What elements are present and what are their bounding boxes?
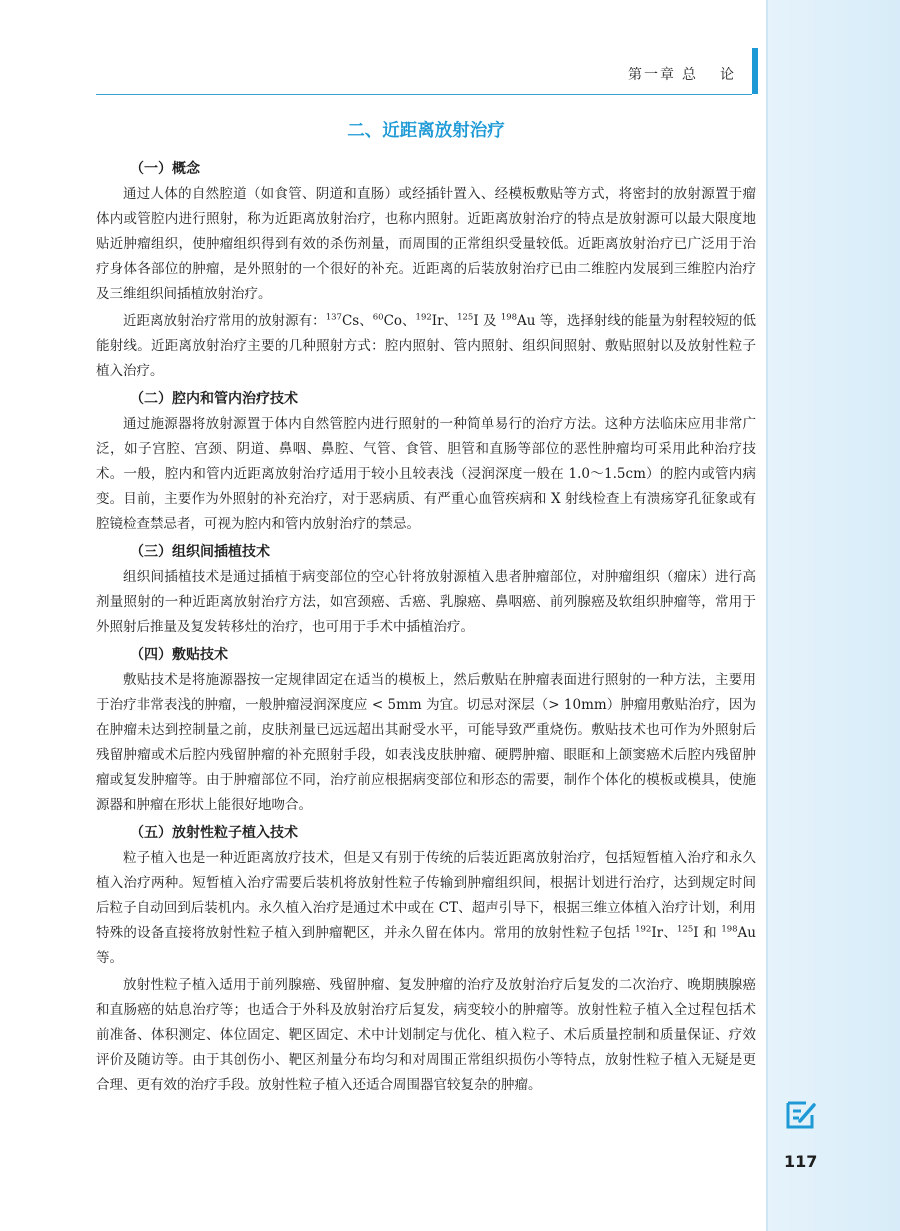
body-paragraph [96,973,756,1098]
side-strip-edge [766,0,768,1231]
isotope-mass-number: 137 [325,312,342,323]
side-strip [766,0,900,1231]
isotope-mass-number: 192 [635,924,652,935]
subsection-heading: （三）组织间插植技术 [130,544,270,560]
body-paragraph [96,846,756,971]
body-paragraph [96,309,756,384]
paragraph-text: Ir、 [431,313,458,329]
section-title: 二、近距离放射治疗 [347,121,505,141]
paragraph-text: 敷贴技术是将施源器按一定规律固定在适当的模板上，然后敷贴在肿瘤表面进行照射的一种方法，主要用于治疗非常表浅的肿瘤，一般肿瘤浸润深度应 < 5mm 为宜。切忌对深层（> 10mm）肿瘤用敷贴治疗，因为在肿瘤未达到控制量之前，皮肤剂量已远远超出其耐受水平，可能导致严重烧伤。敷贴技术也可作为外照射后残留肿瘤或术后腔内残留肿瘤的补充照射手段，如表浅皮肤肿瘤、硬腭肿瘤、眼眶和上颌窦癌术后腔内残留肿瘤或复发肿瘤等。由于肿瘤部位不同，治疗前应根据病变部位和形态的需要，制作个体化的模板或模具，使施源器和肿瘤在形状上能很好地吻合。 [96,672,756,813]
body-paragraph [96,668,756,818]
chapter-label: 第一章 [628,67,676,83]
body-paragraph [96,565,756,640]
paragraph-text: Ir、 [651,925,678,941]
paragraph-text: Cs、 [341,313,373,329]
isotope-mass-number: 125 [677,924,694,935]
isotope-mass-number: 198 [500,312,518,323]
subsection-heading: （一）概念 [130,161,200,177]
body-paragraph [96,412,756,537]
paragraph-text: 粒子植入也是一种近距离放疗技术，但是又有别于传统的后装近距离放射治疗，包括短暂植入治疗和永久植入治疗两种。短暂植入治疗需要后装机将放射性粒子传输到肿瘤组织间，根据计划进行治疗，达到规定时间后粒子自动回到后装机内。永久植入治疗是通过术中或在 CT、超声引导下，根据三维立体植入治疗计划，利用特殊的设备直接将放射性粒子植入到肿瘤靶区，并永久留在体内。常用的放射性粒子包括 [96,850,756,941]
paragraph-text: Co、 [383,313,416,329]
subsection-heading: （四）敷贴技术 [130,647,228,663]
main-content [96,118,756,1100]
isotope-mass-number: 60 [372,312,384,323]
isotope-mass-number: 125 [457,312,474,323]
subsection-heading: （二）腔内和管内治疗技术 [130,391,298,407]
isotope-mass-number: 198 [721,924,738,935]
chapter-title [622,64,736,84]
subsection-list [96,156,756,1098]
paragraph-text: Au 等。 [96,925,756,966]
subsection-heading: （五）放射性粒子植入技术 [130,825,298,841]
paragraph-text: 近距离放射治疗常用的放射源有： [123,313,326,329]
paragraph-text: Au 等，选择射线的能量为射程较短的低能射线。近距离放射治疗主要的几种照射方式：腔内照射、管内照射、组织间照射、敷贴照射以及放射性粒子植入治疗。 [96,313,756,379]
paragraph-text: 通过施源器将放射源置于体内自然管腔内进行照射的一种简单易行的治疗方法。这种方法临床应用非常广泛，如子宫腔、宫颈、阴道、鼻咽、鼻腔、气管、食管、胆管和直肠等部位的恶性肿瘤均可采用此种治疗技术。一般，腔内和管内近距离放射治疗适用于较小且较表浅（浸润深度一般在 1.0～1.5cm）的腔内或管内病变。目前，主要作为外照射的补充治疗，对于恶病质、有严重心血管疾病和 X 射线检查上有溃疡穿孔征象或有腔镜检查禁忌者，可视为腔内和管内放射治疗的禁忌。 [96,416,756,532]
edit-note-icon [784,1097,818,1131]
running-header [96,56,752,95]
page-number: 117 [784,1152,818,1171]
body-paragraph [96,182,756,307]
isotope-mass-number: 192 [415,312,432,323]
chapter-title-b: 论 [720,67,736,83]
paragraph-text: I 及 [473,313,501,329]
paragraph-text: I 和 [693,925,722,941]
paragraph-text: 放射性粒子植入适用于前列腺癌、残留肿瘤、复发肿瘤的治疗及放射治疗后复发的二次治疗、晚期胰腺癌和直肠癌的姑息治疗等；也适合于外科及放射治疗后复发，病变较小的肿瘤等。放射性粒子植入全过程包括术前准备、体积测定、体位固定、靶区固定、术中计划制定与优化、植入粒子、术后质量控制和质量保证、疗效评价及随访等。由于其创伤小、靶区剂量分布均匀和对周围正常组织损伤小等特点，放射性粒子植入无疑是更合理、更有效的治疗手段。放射性粒子植入还适合周围器官较复杂的肿瘤。 [96,977,756,1093]
header-accent-bar [752,48,758,94]
chapter-title-a: 总 [682,67,698,83]
paragraph-text: 通过人体的自然腔道（如食管、阴道和直肠）或经插针置入、经模板敷贴等方式，将密封的放射源置于瘤体内或管腔内进行照射，称为近距离放射治疗，也称内照射。近距离放射治疗的特点是放射源可以最大限度地贴近肿瘤组织，使肿瘤组织得到有效的杀伤剂量，而周围的正常组织受量较低。近距离放射治疗已广泛用于治疗身体各部位的肿瘤，是外照射的一个很好的补充。近距离的后装放射治疗已由二维腔内发展到三维腔内治疗及三维组织间插植放射治疗。 [96,186,756,302]
paragraph-text: 组织间插植技术是通过插植于病变部位的空心针将放射源植入患者肿瘤部位，对肿瘤组织（瘤床）进行高剂量照射的一种近距离放射治疗方法，如宫颈癌、舌癌、乳腺癌、鼻咽癌、前列腺癌及软组织肿瘤等，常用于外照射后推量及复发转移灶的治疗，也可用于手术中插植治疗。 [96,569,756,635]
